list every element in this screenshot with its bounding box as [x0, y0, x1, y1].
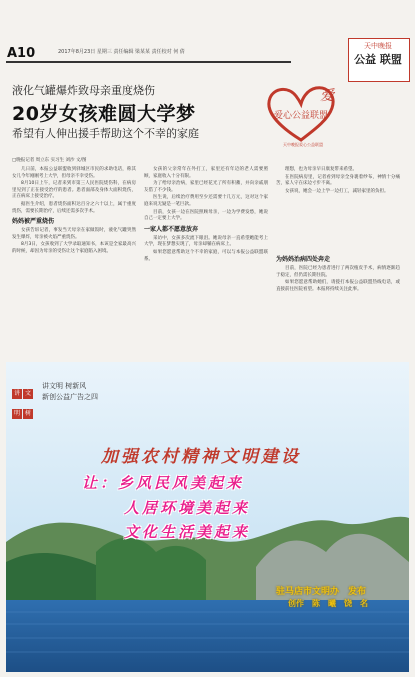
article-pre-title: 液化气罐爆炸致母亲重度烧伤 [12, 84, 155, 97]
ad-slogan-3: 文化生活美起来 [124, 523, 251, 541]
ad-slogan-2: 人居环境美起来 [124, 499, 251, 517]
header-meta: 2017年8月23日 星期三 责任编辑 梁某某 责任校对 何 倩 [58, 49, 185, 55]
article-column-1 [12, 167, 136, 257]
paragraph: 理想，也为母亲早日康复带来希望。 [285, 167, 357, 172]
paragraph: 目前，医院已经为患者进行了两次植皮手术，病情逐渐趋于稳定，但仍需长期住院。 [276, 266, 400, 278]
paragraph: 几日前，本报公益联盟收到驿城区市民的求助电话，称其女儿今年刚刚考上大学，但母亲不幸受伤。 [12, 167, 136, 179]
love-logo-caption: 天中晚报爱心公益联盟 [283, 142, 323, 147]
badge-char: 讲 [13, 390, 20, 397]
paragraph: 如果您愿意帮助这个不幸的家庭，可以与本报公益联盟联系。 [144, 249, 268, 262]
paragraph: 8月3日，女孩收到了大学录取通知书，本该是全家最高兴的时候，却因为母亲的受伤让这个家庭陷入困境。 [12, 242, 136, 254]
public-service-ad [6, 362, 409, 672]
ad-slogan-1: 让：乡风民风美起来 [82, 474, 245, 492]
section-heading: 为妈妈治病四处奔走 [276, 256, 331, 263]
article-subtitle: 希望有人伸出援手帮助这个不幸的家庭 [12, 127, 199, 140]
paragraph: 目前，女孩一边在医院照顾母亲，一边为学费发愁，她说自己一定要上大学。 [144, 209, 268, 222]
header-rule [6, 61, 291, 63]
love-heart-logo-icon [262, 78, 340, 148]
paragraph: 据医生介绍，患者烧伤面积达百分之六十以上，属于重度烧伤，需要长期治疗，后续还需多次手术。 [12, 201, 136, 214]
paragraph: 医生说，后续治疗费用至少还需要十几万元，这对这个家庭来说无疑是一笔巨款。 [144, 195, 268, 207]
article-column-4 [276, 253, 400, 294]
ad-series-line-1: 讲文明 树新风 [42, 382, 87, 390]
brand-section-name: 公益 联盟 [354, 53, 402, 66]
section-heading: 一家人都不愿意放弃 [144, 225, 199, 233]
article-title: 20岁女孩难圆大学梦 [12, 103, 196, 125]
page-number: A10 [7, 46, 36, 61]
paragraph: 为了给母亲治病，家里已经花光了所有积蓄，并向亲戚朋友借了不少钱。 [144, 181, 268, 193]
badge-char: 树 [24, 410, 31, 417]
badge-char: 文 [24, 390, 31, 397]
ad-credit: 创作 陈 曦 饶 名 [288, 599, 368, 608]
section-heading: 妈妈被严重烧伤 [12, 218, 55, 226]
article-column-3 [276, 167, 400, 196]
badge-char: 明 [13, 410, 20, 417]
paragraph: 女孩的父亲常年在外打工，家里还有年迈的老人需要照顾，家庭收入十分有限。 [144, 167, 268, 179]
paragraph: 女孩说，她会一边上学一边打工，减轻家里的负担。 [285, 188, 389, 194]
svg-text:爱: 爱 [320, 88, 334, 104]
ad-publisher: 驻马店市文明办 发布 [276, 587, 367, 597]
ad-series-badge [12, 380, 34, 420]
ad-series-line-2: 新创公益广告之四 [42, 393, 98, 401]
ad-headline: 加强农村精神文明建设 [101, 447, 301, 467]
paragraph: 在医院病房里，记者看到母亲全身裹着纱布，神情十分痛苦，家人守在床边寸步不离。 [276, 174, 400, 187]
paragraph: 女孩告诉记者，事发当天母亲在家做饭时，液化气罐突然发生爆炸，母亲被火焰严重烧伤。 [12, 228, 136, 240]
article-column-2 [144, 167, 268, 264]
paragraph: 8月10日上午，记者来到市第三人民医院烧伤科，在病房里见到了正在接受治疗的患者。患者面部及身体大面积烧伤，正在病床上接受治疗。 [12, 181, 136, 200]
paragraph: 如果您愿意帮助她们，请拨打本报公益联盟热线电话，或直接前往医院看望。本报将持续关注此事。 [276, 280, 400, 292]
brand-newspaper-name: 天中晚报 [364, 42, 392, 50]
love-logo-text: 爱心公益联盟 [273, 111, 329, 121]
paragraph: 采访中，女孩多次流下眼泪。她说母亲一直希望她能考上大学，现在梦想实现了，母亲却躺在病床上。 [144, 235, 268, 248]
article-byline: □晚报记者 周立东 实习生 刘沙 文/图 [12, 158, 87, 163]
